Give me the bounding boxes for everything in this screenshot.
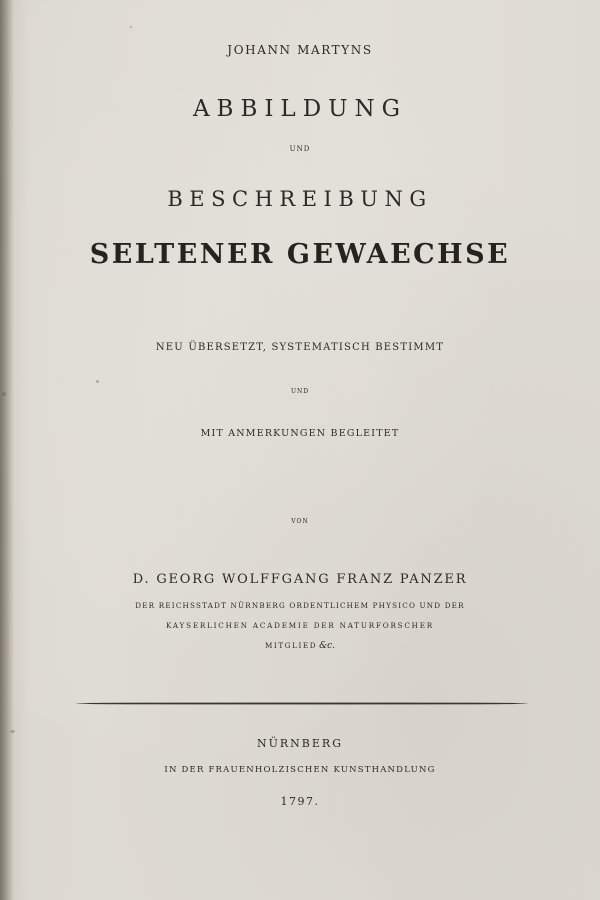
credentials-line-3: [0, 642, 600, 651]
imprint-year: 1797.: [280, 795, 320, 808]
imprint-city: NÜRNBERG: [257, 737, 343, 750]
title-line-2: BESCHREIBUNG: [167, 187, 433, 211]
subtitle-line-2: MIT ANMERKUNGEN BEGLEITET: [200, 428, 400, 439]
author-line: JOHANN MARTYNS: [227, 43, 373, 57]
horizontal-rule: [76, 702, 528, 705]
subtitle-line-1: NEU ÜBERSETZT, SYSTEMATISCH BESTIMMT: [155, 342, 445, 353]
conjunction-2: UND: [290, 388, 310, 395]
paper-speck: [96, 380, 99, 383]
title-line-3: SELTENER GEWAECHSE: [89, 239, 511, 270]
credentials-line-1: DER REICHSSTADT NÜRNBERG ORDENTLICHEM PHYSICO UND DER: [135, 601, 465, 610]
binding-shadow: [0, 0, 14, 900]
etcetera-flourish: &c.: [319, 641, 336, 651]
paper-speck: [10, 730, 15, 733]
imprint-publisher: IN DER FRAUENHOLZISCHEN KUNSTHANDLUNG: [164, 765, 436, 775]
editor-name: D. GEORG WOLFFGANG FRANZ PANZER: [132, 572, 468, 587]
title-line-1: ABBILDUNG: [192, 96, 408, 122]
paper-speck: [130, 26, 132, 28]
credentials-member: MITGLIED: [264, 641, 318, 650]
credentials-line-2: KAYSERLICHEN ACADEMIE DER NATURFORSCHER: [165, 621, 435, 630]
by-line: VON: [291, 518, 309, 525]
conjunction-1: UND: [289, 145, 311, 153]
